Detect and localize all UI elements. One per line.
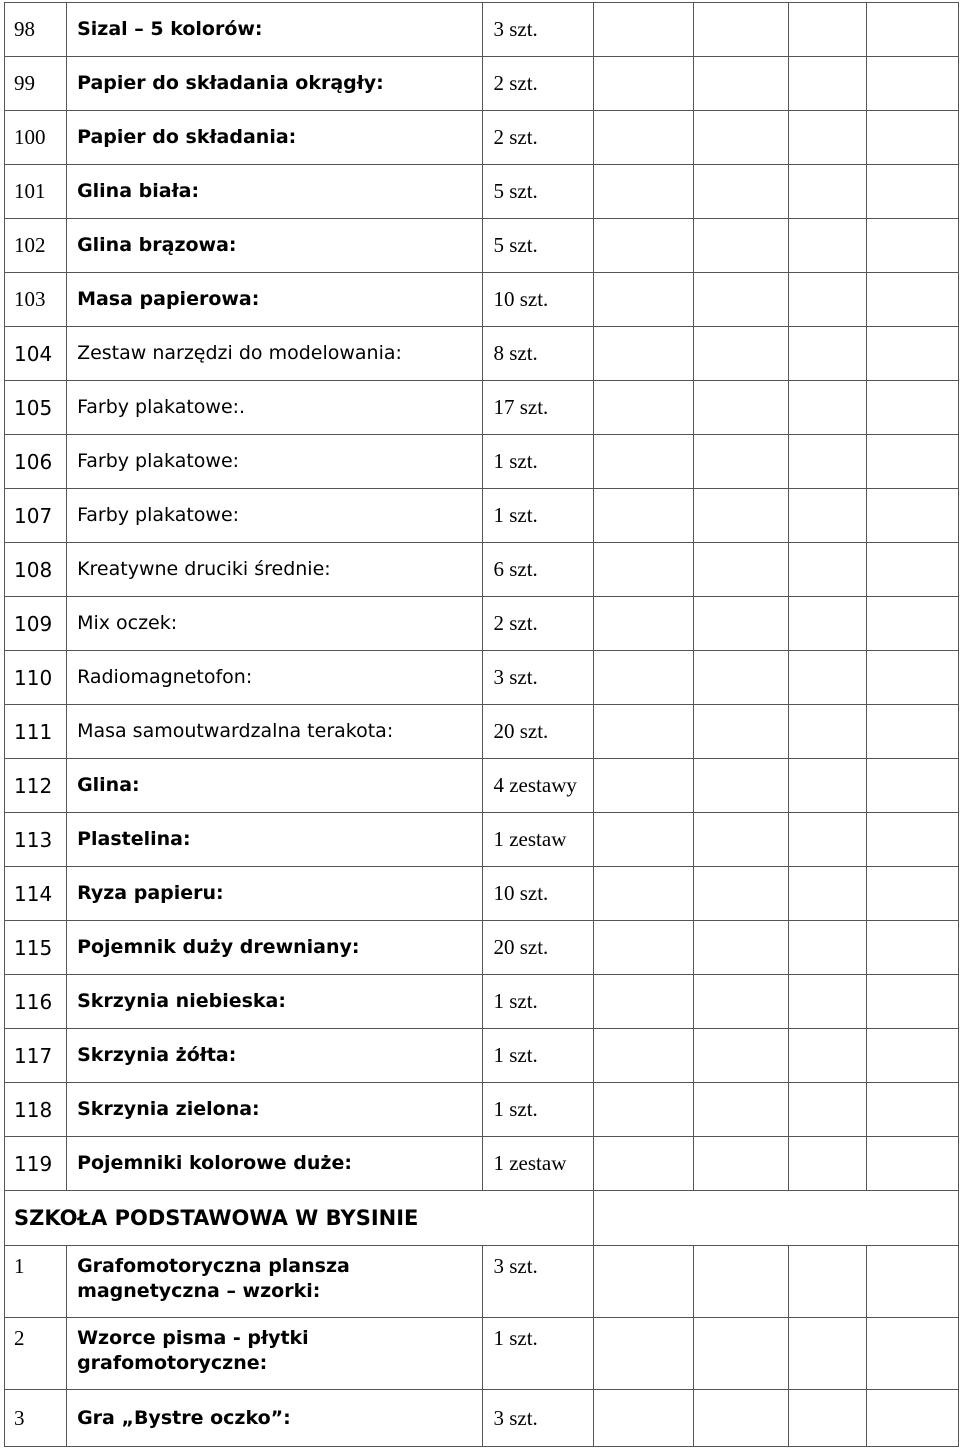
- empty-cell: [593, 1137, 693, 1191]
- empty-cell: [593, 1029, 693, 1083]
- empty-cell: [788, 597, 866, 651]
- empty-cell: [593, 165, 693, 219]
- row-number: 115: [5, 921, 67, 975]
- empty-cell: [593, 1318, 693, 1390]
- row-number: 1: [5, 1246, 67, 1318]
- item-name: Glina brązowa:: [67, 219, 483, 273]
- item-quantity: 10 szt.: [483, 273, 593, 327]
- item-name: Radiomagnetofon:: [67, 651, 483, 705]
- item-name: Kreatywne druciki średnie:: [67, 543, 483, 597]
- empty-cell: [788, 705, 866, 759]
- empty-cell: [788, 651, 866, 705]
- row-number: 110: [5, 651, 67, 705]
- empty-cell: [593, 975, 693, 1029]
- section-title: SZKOŁA PODSTAWOWA W BYSINIE: [5, 1191, 594, 1246]
- inventory-table: [4, 2, 959, 1447]
- empty-cell: [593, 1246, 693, 1318]
- item-quantity: 1 zestaw: [483, 813, 593, 867]
- item-name: Pojemniki kolorowe duże:: [67, 1137, 483, 1191]
- empty-cell: [693, 1137, 788, 1191]
- empty-cell: [866, 273, 958, 327]
- row-number: 98: [5, 3, 67, 57]
- empty-cell: [693, 435, 788, 489]
- empty-cell: [866, 327, 958, 381]
- table-row: [5, 327, 959, 381]
- empty-cell: [788, 1318, 866, 1390]
- item-name: Wzorce pisma - płytki grafomotoryczne:: [67, 1318, 483, 1390]
- item-quantity: 2 szt.: [483, 111, 593, 165]
- empty-cell: [593, 705, 693, 759]
- empty-cell: [788, 435, 866, 489]
- table-row: [5, 597, 959, 651]
- row-number: 105: [5, 381, 67, 435]
- row-number: 106: [5, 435, 67, 489]
- table-row: [5, 813, 959, 867]
- item-quantity: 5 szt.: [483, 219, 593, 273]
- empty-cell: [788, 1390, 866, 1447]
- empty-cell: [593, 813, 693, 867]
- empty-cell: [593, 273, 693, 327]
- item-name: Zestaw narzędzi do modelowania:: [67, 327, 483, 381]
- table-row: [5, 1137, 959, 1191]
- table-row: [5, 1390, 959, 1447]
- empty-cell: [866, 3, 958, 57]
- empty-cell: [866, 1137, 958, 1191]
- row-number: 100: [5, 111, 67, 165]
- item-quantity: 1 zestaw: [483, 1137, 593, 1191]
- empty-cell: [693, 381, 788, 435]
- empty-cell: [788, 867, 866, 921]
- empty-cell: [788, 273, 866, 327]
- empty-cell: [693, 489, 788, 543]
- empty-cell: [866, 57, 958, 111]
- empty-cell: [866, 219, 958, 273]
- empty-cell: [593, 381, 693, 435]
- empty-cell: [593, 435, 693, 489]
- item-quantity: 2 szt.: [483, 57, 593, 111]
- empty-cell: [693, 165, 788, 219]
- item-quantity: 1 szt.: [483, 1083, 593, 1137]
- row-number: 108: [5, 543, 67, 597]
- table-row: [5, 921, 959, 975]
- empty-cell: [593, 57, 693, 111]
- empty-cell: [693, 1318, 788, 1390]
- empty-cell: [593, 489, 693, 543]
- item-quantity: 1 szt.: [483, 435, 593, 489]
- table-row: [5, 1246, 959, 1318]
- empty-cell: [788, 3, 866, 57]
- item-name: Grafomotoryczna plansza magnetyczna – wzorki:: [67, 1246, 483, 1318]
- item-quantity: 3 szt.: [483, 3, 593, 57]
- table-row: [5, 489, 959, 543]
- empty-cell: [788, 1246, 866, 1318]
- row-number: 104: [5, 327, 67, 381]
- empty-cell: [693, 219, 788, 273]
- empty-cell: [593, 111, 693, 165]
- row-number: 117: [5, 1029, 67, 1083]
- row-number: 99: [5, 57, 67, 111]
- empty-cell: [866, 1246, 958, 1318]
- empty-cell: [866, 651, 958, 705]
- section-header-blank: [593, 1191, 958, 1246]
- empty-cell: [866, 759, 958, 813]
- empty-cell: [693, 651, 788, 705]
- empty-cell: [866, 111, 958, 165]
- row-number: 109: [5, 597, 67, 651]
- empty-cell: [693, 975, 788, 1029]
- row-number: 3: [5, 1390, 67, 1447]
- empty-cell: [693, 3, 788, 57]
- item-name: Farby plakatowe:: [67, 489, 483, 543]
- item-name: Farby plakatowe:.: [67, 381, 483, 435]
- table-row: [5, 165, 959, 219]
- empty-cell: [788, 759, 866, 813]
- empty-cell: [788, 57, 866, 111]
- item-name: Plastelina:: [67, 813, 483, 867]
- empty-cell: [593, 543, 693, 597]
- empty-cell: [693, 1029, 788, 1083]
- empty-cell: [693, 1246, 788, 1318]
- item-quantity: 20 szt.: [483, 921, 593, 975]
- item-quantity: 5 szt.: [483, 165, 593, 219]
- table-row: [5, 543, 959, 597]
- item-name: Glina biała:: [67, 165, 483, 219]
- empty-cell: [693, 273, 788, 327]
- item-quantity: 10 szt.: [483, 867, 593, 921]
- item-quantity: 8 szt.: [483, 327, 593, 381]
- empty-cell: [866, 975, 958, 1029]
- empty-cell: [788, 921, 866, 975]
- table-row: [5, 3, 959, 57]
- empty-cell: [866, 597, 958, 651]
- empty-cell: [593, 867, 693, 921]
- empty-cell: [866, 165, 958, 219]
- item-quantity: 3 szt.: [483, 651, 593, 705]
- table-row: [5, 975, 959, 1029]
- row-number: 118: [5, 1083, 67, 1137]
- empty-cell: [593, 3, 693, 57]
- empty-cell: [693, 705, 788, 759]
- item-name: Masa papierowa:: [67, 273, 483, 327]
- empty-cell: [593, 597, 693, 651]
- item-quantity: 3 szt.: [483, 1246, 593, 1318]
- table-row: [5, 111, 959, 165]
- empty-cell: [693, 327, 788, 381]
- empty-cell: [593, 1390, 693, 1447]
- row-number: 107: [5, 489, 67, 543]
- item-name: Pojemnik duży drewniany:: [67, 921, 483, 975]
- empty-cell: [866, 543, 958, 597]
- item-quantity: 6 szt.: [483, 543, 593, 597]
- empty-cell: [866, 1029, 958, 1083]
- item-quantity: 1 szt.: [483, 1029, 593, 1083]
- empty-cell: [693, 597, 788, 651]
- empty-cell: [788, 1083, 866, 1137]
- empty-cell: [593, 327, 693, 381]
- item-name: Skrzynia żółta:: [67, 1029, 483, 1083]
- empty-cell: [693, 921, 788, 975]
- item-name: Glina:: [67, 759, 483, 813]
- item-name: Skrzynia zielona:: [67, 1083, 483, 1137]
- section-header-row: [5, 1191, 959, 1246]
- empty-cell: [693, 543, 788, 597]
- item-name: Papier do składania okrągły:: [67, 57, 483, 111]
- row-number: 119: [5, 1137, 67, 1191]
- empty-cell: [866, 1390, 958, 1447]
- empty-cell: [693, 111, 788, 165]
- row-number: 113: [5, 813, 67, 867]
- item-name: Skrzynia niebieska:: [67, 975, 483, 1029]
- empty-cell: [866, 1318, 958, 1390]
- empty-cell: [693, 1083, 788, 1137]
- row-number: 114: [5, 867, 67, 921]
- empty-cell: [866, 705, 958, 759]
- empty-cell: [788, 1137, 866, 1191]
- item-quantity: 1 szt.: [483, 489, 593, 543]
- empty-cell: [788, 489, 866, 543]
- empty-cell: [693, 759, 788, 813]
- empty-cell: [593, 921, 693, 975]
- empty-cell: [593, 759, 693, 813]
- empty-cell: [866, 921, 958, 975]
- item-name: Gra „Bystre oczko”:: [67, 1390, 483, 1447]
- row-number: 103: [5, 273, 67, 327]
- table-row: [5, 1318, 959, 1390]
- table-row: [5, 435, 959, 489]
- empty-cell: [693, 813, 788, 867]
- item-name: Masa samoutwardzalna terakota:: [67, 705, 483, 759]
- item-name: Papier do składania:: [67, 111, 483, 165]
- empty-cell: [866, 813, 958, 867]
- empty-cell: [866, 489, 958, 543]
- empty-cell: [788, 327, 866, 381]
- item-name: Sizal – 5 kolorów:: [67, 3, 483, 57]
- table-row: [5, 381, 959, 435]
- item-quantity: 1 szt.: [483, 975, 593, 1029]
- empty-cell: [693, 57, 788, 111]
- table-row: [5, 1083, 959, 1137]
- row-number: 102: [5, 219, 67, 273]
- item-name: Mix oczek:: [67, 597, 483, 651]
- item-name: Farby plakatowe:: [67, 435, 483, 489]
- empty-cell: [593, 1083, 693, 1137]
- table-row: [5, 57, 959, 111]
- row-number: 111: [5, 705, 67, 759]
- item-quantity: 2 szt.: [483, 597, 593, 651]
- table-row: [5, 273, 959, 327]
- item-quantity: 20 szt.: [483, 705, 593, 759]
- table-row: [5, 651, 959, 705]
- empty-cell: [788, 543, 866, 597]
- row-number: 116: [5, 975, 67, 1029]
- table-row: [5, 219, 959, 273]
- empty-cell: [866, 867, 958, 921]
- table-row: [5, 759, 959, 813]
- item-quantity: 3 szt.: [483, 1390, 593, 1447]
- item-quantity: 1 szt.: [483, 1318, 593, 1390]
- empty-cell: [593, 219, 693, 273]
- table-row: [5, 705, 959, 759]
- empty-cell: [788, 381, 866, 435]
- empty-cell: [866, 435, 958, 489]
- item-quantity: 17 szt.: [483, 381, 593, 435]
- empty-cell: [788, 975, 866, 1029]
- empty-cell: [693, 867, 788, 921]
- empty-cell: [593, 651, 693, 705]
- empty-cell: [866, 381, 958, 435]
- row-number: 2: [5, 1318, 67, 1390]
- empty-cell: [693, 1390, 788, 1447]
- table-row: [5, 1029, 959, 1083]
- empty-cell: [788, 219, 866, 273]
- empty-cell: [788, 111, 866, 165]
- empty-cell: [788, 165, 866, 219]
- empty-cell: [788, 1029, 866, 1083]
- item-name: Ryza papieru:: [67, 867, 483, 921]
- item-quantity: 4 zestawy: [483, 759, 593, 813]
- row-number: 112: [5, 759, 67, 813]
- table-row: [5, 867, 959, 921]
- row-number: 101: [5, 165, 67, 219]
- empty-cell: [866, 1083, 958, 1137]
- empty-cell: [788, 813, 866, 867]
